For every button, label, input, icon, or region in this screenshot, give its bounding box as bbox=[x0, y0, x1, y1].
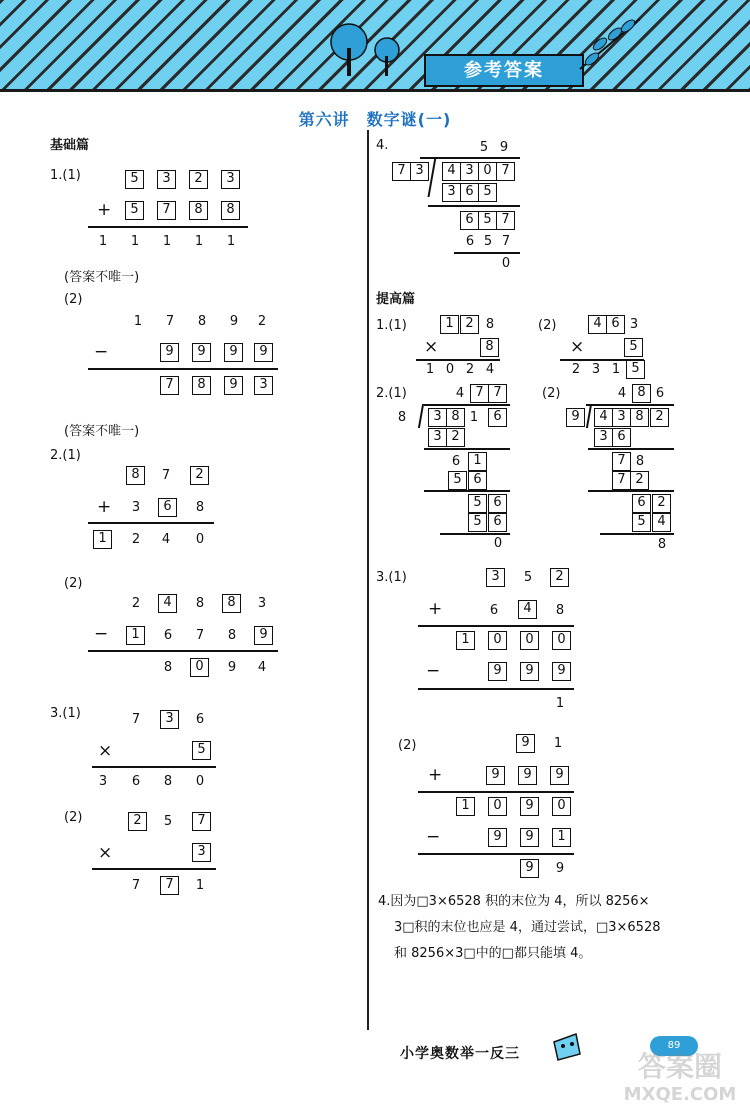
digit: 1 bbox=[194, 234, 204, 249]
digit-box: 0 bbox=[552, 631, 571, 650]
division-bar bbox=[586, 404, 674, 406]
digit-box: 3 bbox=[442, 183, 461, 202]
digit-box: 7 bbox=[488, 384, 507, 403]
plus-sign: + bbox=[428, 765, 443, 785]
digit-box: 3 bbox=[428, 428, 447, 447]
digit-box: 9 bbox=[254, 343, 273, 362]
label-basic-3-1: 3.(1) bbox=[50, 706, 81, 721]
label-adv-3-1: 3.(1) bbox=[376, 570, 407, 585]
digit-box: 5 bbox=[624, 338, 643, 357]
tree-icon bbox=[327, 18, 407, 78]
division-line bbox=[424, 448, 510, 450]
digit-box: 6 bbox=[488, 408, 507, 427]
label-basic-2-1: 2.(1) bbox=[50, 448, 81, 463]
digit-box: 8 bbox=[446, 408, 465, 427]
digit-box: 9 bbox=[566, 408, 585, 427]
digit: 8 bbox=[195, 596, 205, 611]
digit-box: 5 bbox=[468, 513, 487, 532]
product-line bbox=[92, 868, 216, 870]
minus-sign: − bbox=[426, 827, 441, 847]
digit-box: 4 bbox=[594, 408, 613, 427]
digit: 7 bbox=[195, 628, 205, 643]
digit: 5 bbox=[483, 234, 493, 249]
digit-box: 0 bbox=[488, 797, 507, 816]
division-bracket bbox=[418, 404, 424, 428]
digit: 8 bbox=[227, 628, 237, 643]
column-divider bbox=[367, 130, 369, 1030]
digit-box: 0 bbox=[520, 631, 539, 650]
digit-box: 0 bbox=[552, 797, 571, 816]
digit-box: 2 bbox=[630, 471, 649, 490]
digit-box: 9 bbox=[224, 343, 243, 362]
section-basic: 基础篇 bbox=[50, 138, 90, 153]
digit: 8 bbox=[397, 410, 407, 425]
division-line bbox=[428, 205, 520, 207]
digit: 1 bbox=[469, 410, 479, 425]
svg-text:答案圈: 答案圈 bbox=[637, 1050, 723, 1083]
digit: 2 bbox=[465, 362, 475, 377]
leaf-icon bbox=[570, 14, 650, 74]
digit-box: 8 bbox=[630, 408, 649, 427]
sum-line bbox=[88, 522, 214, 524]
label-basic-4: 4. bbox=[376, 138, 389, 153]
digit-box: 8 bbox=[192, 376, 211, 395]
digit: 1 bbox=[425, 362, 435, 377]
digit-box: 9 bbox=[516, 734, 535, 753]
page-number-badge: 89 bbox=[650, 1036, 698, 1056]
label-adv-3-2: (2) bbox=[398, 738, 417, 753]
digit-box: 8 bbox=[221, 201, 240, 220]
digit: 8 bbox=[555, 603, 565, 618]
digit-box: 6 bbox=[460, 211, 479, 230]
digit: 1 bbox=[130, 234, 140, 249]
digit: 1 bbox=[611, 362, 621, 377]
digit-box: 6 bbox=[158, 498, 177, 517]
digit: 7 bbox=[161, 468, 171, 483]
digit-box: 9 bbox=[254, 626, 273, 645]
digit-box: 3 bbox=[460, 162, 479, 181]
digit-box: 9 bbox=[488, 828, 507, 847]
digit: 1 bbox=[162, 234, 172, 249]
digit-box: 8 bbox=[126, 466, 145, 485]
digit: 1 bbox=[555, 696, 565, 711]
digit: 2 bbox=[571, 362, 581, 377]
digit: 3 bbox=[629, 317, 639, 332]
digit: 1 bbox=[226, 234, 236, 249]
digit-box: 1 bbox=[93, 530, 112, 549]
digit: 3 bbox=[131, 500, 141, 515]
digit-box: 6 bbox=[460, 183, 479, 202]
digit-box: 7 bbox=[612, 471, 631, 490]
digit-box: 7 bbox=[192, 812, 211, 831]
digit: 6 bbox=[465, 234, 475, 249]
digit: 8 bbox=[163, 660, 173, 675]
division-line bbox=[454, 252, 520, 254]
digit-box: 9 bbox=[552, 662, 571, 681]
digit-box: 9 bbox=[550, 766, 569, 785]
digit: 4 bbox=[455, 386, 465, 401]
digit-box: 5 bbox=[448, 471, 467, 490]
digit-box: 6 bbox=[612, 428, 631, 447]
digit-box: 7 bbox=[470, 384, 489, 403]
difference-line bbox=[418, 853, 574, 855]
digit-box: 2 bbox=[128, 812, 147, 831]
digit-box: 9 bbox=[488, 662, 507, 681]
digit-box: 7 bbox=[160, 876, 179, 895]
digit: 0 bbox=[493, 536, 503, 551]
digit-box: 9 bbox=[520, 797, 539, 816]
times-sign: × bbox=[424, 337, 439, 357]
digit: 1 bbox=[553, 736, 563, 751]
digit-box: 9 bbox=[192, 343, 211, 362]
digit-box: 3 bbox=[160, 710, 179, 729]
minus-sign: − bbox=[94, 624, 109, 644]
digit-box: 2 bbox=[550, 568, 569, 587]
digit-box: 4 bbox=[588, 315, 607, 334]
digit: 5 bbox=[163, 814, 173, 829]
digit: 0 bbox=[445, 362, 455, 377]
division-line bbox=[424, 490, 510, 492]
digit-box: 6 bbox=[488, 513, 507, 532]
division-line bbox=[588, 490, 674, 492]
digit-box: 2 bbox=[446, 428, 465, 447]
answer-reference-tag: 参考答案 bbox=[424, 54, 584, 87]
digit: 8 bbox=[485, 317, 495, 332]
division-line bbox=[600, 533, 674, 535]
digit: 2 bbox=[131, 596, 141, 611]
digit: 9 bbox=[555, 861, 565, 876]
digit: 4 bbox=[485, 362, 495, 377]
plus-sign: + bbox=[97, 200, 112, 220]
digit-box: 1 bbox=[456, 797, 475, 816]
difference-line bbox=[418, 688, 574, 690]
digit: 3 bbox=[98, 774, 108, 789]
digit-box: 9 bbox=[520, 828, 539, 847]
digit-box: 5 bbox=[468, 494, 487, 513]
digit-box: 5 bbox=[478, 183, 497, 202]
digit-box: 5 bbox=[192, 741, 211, 760]
digit-box: 7 bbox=[612, 452, 631, 471]
section-advanced: 提高篇 bbox=[376, 292, 416, 307]
digit: 1 bbox=[195, 878, 205, 893]
digit-box: 0 bbox=[478, 162, 497, 181]
digit: 1 bbox=[133, 314, 143, 329]
digit-box: 1 bbox=[456, 631, 475, 650]
digit-box: 2 bbox=[190, 466, 209, 485]
digit: 4 bbox=[257, 660, 267, 675]
digit-box: 4 bbox=[442, 162, 461, 181]
label-adv-1-1: 1.(1) bbox=[376, 318, 407, 333]
digit: 8 bbox=[657, 537, 667, 552]
digit: 8 bbox=[195, 500, 205, 515]
digit: 8 bbox=[635, 454, 645, 469]
adv-4-line-2: 3□积的末位也应是 4，通过尝试，□3×6528 bbox=[394, 920, 661, 935]
label-basic-1-1: 1.(1) bbox=[50, 168, 81, 183]
lecture-title: 第六讲 数字谜(一) bbox=[298, 110, 452, 129]
digit-box: 2 bbox=[460, 315, 479, 334]
digit-box: 1 bbox=[126, 626, 145, 645]
sum-line bbox=[418, 625, 574, 627]
digit-box: 7 bbox=[160, 376, 179, 395]
division-line bbox=[588, 448, 674, 450]
digit: 6 bbox=[451, 454, 461, 469]
digit-box: 2 bbox=[650, 408, 669, 427]
digit: 6 bbox=[489, 603, 499, 618]
digit-box: 8 bbox=[189, 201, 208, 220]
digit-box: 2 bbox=[189, 170, 208, 189]
digit-box: 3 bbox=[221, 170, 240, 189]
digit-box: 5 bbox=[626, 360, 645, 379]
digit-box: 3 bbox=[428, 408, 447, 427]
difference-line bbox=[88, 650, 278, 652]
digit: 0 bbox=[195, 774, 205, 789]
digit-box: 9 bbox=[520, 662, 539, 681]
digit-box: 3 bbox=[612, 408, 631, 427]
book-title: 小学奥数举一反三 bbox=[400, 1046, 520, 1062]
digit-box: 3 bbox=[254, 376, 273, 395]
difference-line bbox=[88, 368, 278, 370]
digit-box: 6 bbox=[488, 494, 507, 513]
digit: 4 bbox=[161, 532, 171, 547]
digit: 7 bbox=[131, 712, 141, 727]
digit-box: 4 bbox=[652, 513, 671, 532]
digit-box: 6 bbox=[632, 494, 651, 513]
label-basic-3-2: (2) bbox=[64, 810, 83, 825]
label-basic-2-2: (2) bbox=[64, 576, 83, 591]
division-bar bbox=[424, 404, 510, 406]
sum-line bbox=[88, 226, 248, 228]
digit-box: 1 bbox=[440, 315, 459, 334]
note-not-unique: (答案不唯一) bbox=[64, 424, 140, 439]
note-not-unique: (答案不唯一) bbox=[64, 270, 140, 285]
digit: 8 bbox=[163, 774, 173, 789]
digit-box: 4 bbox=[158, 594, 177, 613]
adv-4-line-3: 和 8256×3□中的□都只能填 4。 bbox=[394, 946, 592, 961]
digit-box: 1 bbox=[552, 828, 571, 847]
digit-box: 7 bbox=[496, 162, 515, 181]
digit-box: 0 bbox=[190, 658, 209, 677]
digit-box: 8 bbox=[222, 594, 241, 613]
digit: 2 bbox=[131, 532, 141, 547]
digit-box: 5 bbox=[478, 211, 497, 230]
digit-box: 7 bbox=[496, 211, 515, 230]
digit: 8 bbox=[197, 314, 207, 329]
digit-box: 5 bbox=[632, 513, 651, 532]
digit: 0 bbox=[501, 256, 511, 271]
digit-box: 5 bbox=[125, 201, 144, 220]
digit: 1 bbox=[98, 234, 108, 249]
digit-box: 3 bbox=[157, 170, 176, 189]
digit: 5 bbox=[523, 570, 533, 585]
digit-box: 9 bbox=[518, 766, 537, 785]
svg-text:MXQE.COM: MXQE.COM bbox=[623, 1084, 737, 1105]
sum-line bbox=[418, 791, 574, 793]
digit-box: 7 bbox=[157, 201, 176, 220]
digit: 7 bbox=[131, 878, 141, 893]
digit-box: 6 bbox=[468, 471, 487, 490]
product-line bbox=[92, 766, 216, 768]
digit-box: 4 bbox=[518, 600, 537, 619]
digit-box: 3 bbox=[192, 843, 211, 862]
digit-box: 9 bbox=[224, 376, 243, 395]
digit-box: 9 bbox=[160, 343, 179, 362]
page-header-band bbox=[0, 0, 750, 92]
digit: 3 bbox=[591, 362, 601, 377]
product-line bbox=[416, 359, 500, 361]
digit: 5 bbox=[479, 140, 489, 155]
digit: 6 bbox=[163, 628, 173, 643]
digit-box: 7 bbox=[392, 162, 411, 181]
digit-box: 3 bbox=[594, 428, 613, 447]
label-basic-1-2: (2) bbox=[64, 292, 83, 307]
digit-box: 0 bbox=[488, 631, 507, 650]
plus-sign: + bbox=[428, 599, 443, 619]
digit: 4 bbox=[617, 386, 627, 401]
digit: 3 bbox=[257, 596, 267, 611]
digit: 9 bbox=[229, 314, 239, 329]
digit: 0 bbox=[195, 532, 205, 547]
site-watermark bbox=[612, 1046, 748, 1106]
minus-sign: − bbox=[94, 342, 109, 362]
times-sign: × bbox=[570, 337, 585, 357]
adv-4-line-1: 4.因为□3×6528 积的末位为 4，所以 8256× bbox=[378, 894, 650, 909]
digit-box: 9 bbox=[520, 859, 539, 878]
digit-box: 8 bbox=[480, 338, 499, 357]
plus-sign: + bbox=[97, 497, 112, 517]
digit-box: 8 bbox=[632, 384, 651, 403]
division-bracket bbox=[586, 404, 592, 428]
digit-box: 5 bbox=[125, 170, 144, 189]
minus-sign: − bbox=[426, 661, 441, 681]
division-line bbox=[440, 533, 510, 535]
label-adv-2-1: 2.(1) bbox=[376, 386, 407, 401]
digit: 6 bbox=[195, 712, 205, 727]
digit: 9 bbox=[499, 140, 509, 155]
digit-box: 9 bbox=[486, 766, 505, 785]
times-sign: × bbox=[98, 741, 113, 761]
digit: 7 bbox=[165, 314, 175, 329]
label-adv-2-2: (2) bbox=[542, 386, 561, 401]
digit-box: 3 bbox=[486, 568, 505, 587]
digit-box: 1 bbox=[468, 452, 487, 471]
cartoon-mascot-icon bbox=[548, 1028, 584, 1064]
digit: 7 bbox=[501, 234, 511, 249]
label-adv-1-2: (2) bbox=[538, 318, 557, 333]
digit: 2 bbox=[257, 314, 267, 329]
times-sign: × bbox=[98, 843, 113, 863]
digit: 6 bbox=[655, 386, 665, 401]
digit-box: 3 bbox=[410, 162, 429, 181]
digit: 9 bbox=[227, 660, 237, 675]
digit-box: 2 bbox=[652, 494, 671, 513]
digit-box: 6 bbox=[606, 315, 625, 334]
digit: 6 bbox=[131, 774, 141, 789]
